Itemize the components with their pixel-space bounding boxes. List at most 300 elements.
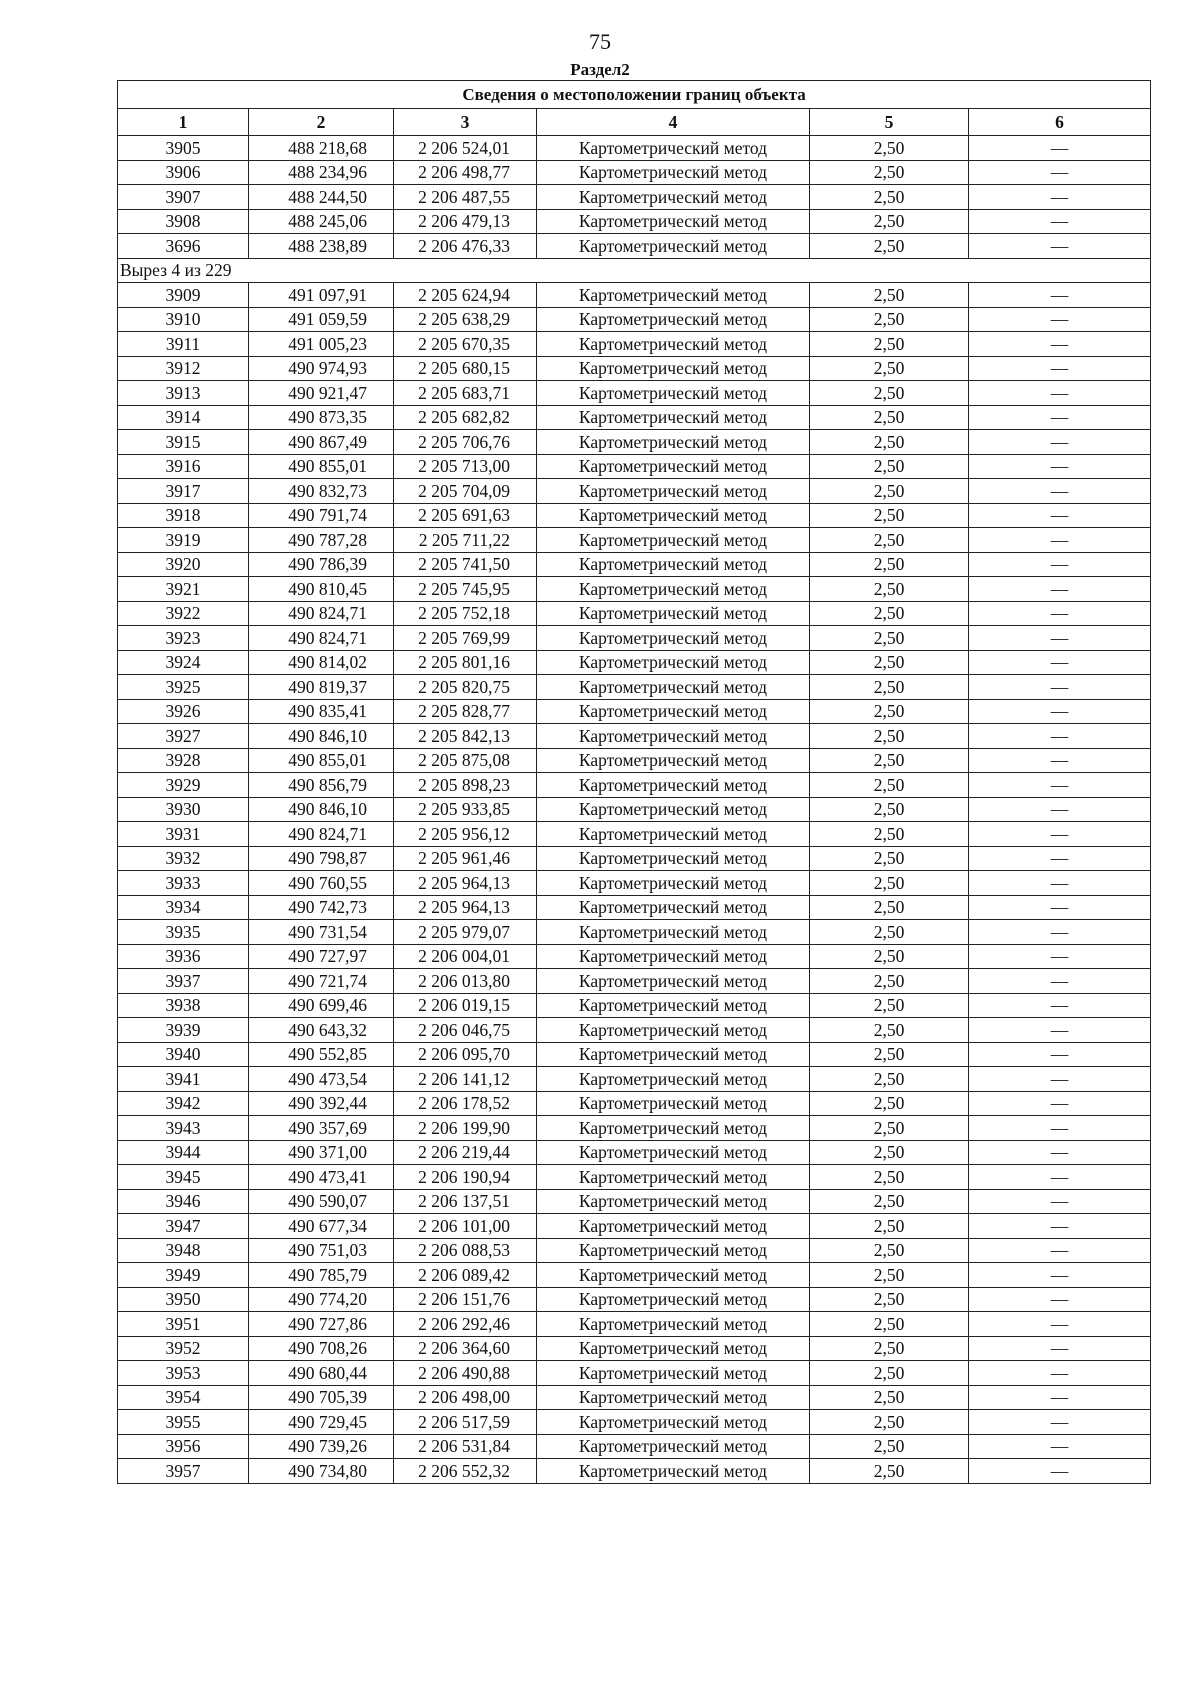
coord-y-cell: 2 206 088,53 bbox=[394, 1238, 537, 1263]
method-cell: Картометрический метод bbox=[537, 1140, 810, 1165]
point-number-cell: 3910 bbox=[118, 307, 249, 332]
table-row bbox=[118, 1140, 1151, 1165]
point-number-cell: 3934 bbox=[118, 895, 249, 920]
point-number-cell: 3912 bbox=[118, 356, 249, 381]
method-cell: Картометрический метод bbox=[537, 1410, 810, 1435]
coord-y-cell: 2 205 875,08 bbox=[394, 748, 537, 773]
description-cell: — bbox=[969, 136, 1151, 161]
description-cell: — bbox=[969, 1116, 1151, 1141]
method-cell: Картометрический метод bbox=[537, 748, 810, 773]
point-number-cell: 3928 bbox=[118, 748, 249, 773]
coord-y-cell: 2 206 498,00 bbox=[394, 1385, 537, 1410]
table-row bbox=[118, 699, 1151, 724]
table-row bbox=[118, 601, 1151, 626]
point-number-cell: 3926 bbox=[118, 699, 249, 724]
method-cell: Картометрический метод bbox=[537, 1042, 810, 1067]
coord-x-cell: 488 218,68 bbox=[249, 136, 394, 161]
accuracy-cell: 2,50 bbox=[810, 234, 969, 259]
description-cell: — bbox=[969, 1067, 1151, 1092]
description-cell: — bbox=[969, 797, 1151, 822]
cut-label-row bbox=[118, 258, 1151, 283]
table-caption: Сведения о местоположении границ объекта bbox=[118, 81, 1151, 109]
table-row bbox=[118, 920, 1151, 945]
point-number-cell: 3925 bbox=[118, 675, 249, 700]
table-row bbox=[118, 1410, 1151, 1435]
point-number-cell: 3931 bbox=[118, 822, 249, 847]
description-cell: — bbox=[969, 601, 1151, 626]
coord-y-cell: 2 205 691,63 bbox=[394, 503, 537, 528]
coord-y-cell: 2 205 745,95 bbox=[394, 577, 537, 602]
accuracy-cell: 2,50 bbox=[810, 626, 969, 651]
coord-x-cell: 490 855,01 bbox=[249, 748, 394, 773]
column-number-4: 4 bbox=[537, 109, 810, 136]
coord-y-cell: 2 205 964,13 bbox=[394, 895, 537, 920]
point-number-cell: 3905 bbox=[118, 136, 249, 161]
table-row bbox=[118, 1189, 1151, 1214]
method-cell: Картометрический метод bbox=[537, 160, 810, 185]
accuracy-cell: 2,50 bbox=[810, 1287, 969, 1312]
coord-y-cell: 2 206 190,94 bbox=[394, 1165, 537, 1190]
table-row bbox=[118, 136, 1151, 161]
table-row bbox=[118, 650, 1151, 675]
point-number-cell: 3906 bbox=[118, 160, 249, 185]
accuracy-cell: 2,50 bbox=[810, 160, 969, 185]
accuracy-cell: 2,50 bbox=[810, 748, 969, 773]
coord-y-cell: 2 205 670,35 bbox=[394, 332, 537, 357]
coord-x-cell: 490 855,01 bbox=[249, 454, 394, 479]
point-number-cell: 3918 bbox=[118, 503, 249, 528]
accuracy-cell: 2,50 bbox=[810, 356, 969, 381]
accuracy-cell: 2,50 bbox=[810, 675, 969, 700]
coord-y-cell: 2 206 151,76 bbox=[394, 1287, 537, 1312]
point-number-cell: 3927 bbox=[118, 724, 249, 749]
table-row bbox=[118, 479, 1151, 504]
coord-y-cell: 2 206 095,70 bbox=[394, 1042, 537, 1067]
table-row bbox=[118, 895, 1151, 920]
point-number-cell: 3944 bbox=[118, 1140, 249, 1165]
table-row bbox=[118, 822, 1151, 847]
description-cell: — bbox=[969, 1410, 1151, 1435]
coord-y-cell: 2 205 956,12 bbox=[394, 822, 537, 847]
coord-x-cell: 490 590,07 bbox=[249, 1189, 394, 1214]
point-number-cell: 3939 bbox=[118, 1018, 249, 1043]
table-row bbox=[118, 1116, 1151, 1141]
description-cell: — bbox=[969, 1091, 1151, 1116]
description-cell: — bbox=[969, 748, 1151, 773]
method-cell: Картометрический метод bbox=[537, 503, 810, 528]
point-number-cell: 3930 bbox=[118, 797, 249, 822]
description-cell: — bbox=[969, 993, 1151, 1018]
description-cell: — bbox=[969, 552, 1151, 577]
coord-x-cell: 490 729,45 bbox=[249, 1410, 394, 1435]
coord-y-cell: 2 206 199,90 bbox=[394, 1116, 537, 1141]
coord-x-cell: 490 751,03 bbox=[249, 1238, 394, 1263]
accuracy-cell: 2,50 bbox=[810, 1091, 969, 1116]
point-number-cell: 3947 bbox=[118, 1214, 249, 1239]
table-row bbox=[118, 626, 1151, 651]
method-cell: Картометрический метод bbox=[537, 601, 810, 626]
accuracy-cell: 2,50 bbox=[810, 136, 969, 161]
accuracy-cell: 2,50 bbox=[810, 1263, 969, 1288]
point-number-cell: 3932 bbox=[118, 846, 249, 871]
coord-x-cell: 490 856,79 bbox=[249, 773, 394, 798]
accuracy-cell: 2,50 bbox=[810, 993, 969, 1018]
method-cell: Картометрический метод bbox=[537, 846, 810, 871]
table-row bbox=[118, 1214, 1151, 1239]
method-cell: Картометрический метод bbox=[537, 1116, 810, 1141]
table-row bbox=[118, 1459, 1151, 1484]
description-cell: — bbox=[969, 871, 1151, 896]
point-number-cell: 3937 bbox=[118, 969, 249, 994]
point-number-cell: 3919 bbox=[118, 528, 249, 553]
description-cell: — bbox=[969, 1336, 1151, 1361]
coord-y-cell: 2 205 752,18 bbox=[394, 601, 537, 626]
table-row bbox=[118, 307, 1151, 332]
method-cell: Картометрический метод bbox=[537, 1165, 810, 1190]
coord-y-cell: 2 205 820,75 bbox=[394, 675, 537, 700]
coord-y-cell: 2 206 517,59 bbox=[394, 1410, 537, 1435]
description-cell: — bbox=[969, 1434, 1151, 1459]
table-row bbox=[118, 430, 1151, 455]
table-row bbox=[118, 1434, 1151, 1459]
point-number-cell: 3953 bbox=[118, 1361, 249, 1386]
accuracy-cell: 2,50 bbox=[810, 479, 969, 504]
coord-y-cell: 2 205 933,85 bbox=[394, 797, 537, 822]
accuracy-cell: 2,50 bbox=[810, 307, 969, 332]
table-row bbox=[118, 1385, 1151, 1410]
coord-y-cell: 2 206 487,55 bbox=[394, 185, 537, 210]
point-number-cell: 3696 bbox=[118, 234, 249, 259]
method-cell: Картометрический метод bbox=[537, 185, 810, 210]
coord-x-cell: 490 473,54 bbox=[249, 1067, 394, 1092]
point-number-cell: 3915 bbox=[118, 430, 249, 455]
coord-x-cell: 490 832,73 bbox=[249, 479, 394, 504]
point-number-cell: 3935 bbox=[118, 920, 249, 945]
table-row bbox=[118, 1165, 1151, 1190]
coord-x-cell: 490 824,71 bbox=[249, 601, 394, 626]
point-number-cell: 3957 bbox=[118, 1459, 249, 1484]
description-cell: — bbox=[969, 1165, 1151, 1190]
description-cell: — bbox=[969, 626, 1151, 651]
point-number-cell: 3952 bbox=[118, 1336, 249, 1361]
accuracy-cell: 2,50 bbox=[810, 1238, 969, 1263]
method-cell: Картометрический метод bbox=[537, 871, 810, 896]
method-cell: Картометрический метод bbox=[537, 797, 810, 822]
method-cell: Картометрический метод bbox=[537, 1287, 810, 1312]
accuracy-cell: 2,50 bbox=[810, 846, 969, 871]
coord-x-cell: 490 739,26 bbox=[249, 1434, 394, 1459]
point-number-cell: 3940 bbox=[118, 1042, 249, 1067]
coord-x-cell: 490 727,86 bbox=[249, 1312, 394, 1337]
accuracy-cell: 2,50 bbox=[810, 1336, 969, 1361]
point-number-cell: 3948 bbox=[118, 1238, 249, 1263]
point-number-cell: 3920 bbox=[118, 552, 249, 577]
accuracy-cell: 2,50 bbox=[810, 1042, 969, 1067]
coord-x-cell: 490 677,34 bbox=[249, 1214, 394, 1239]
coord-x-cell: 490 921,47 bbox=[249, 381, 394, 406]
method-cell: Картометрический метод bbox=[537, 1067, 810, 1092]
method-cell: Картометрический метод bbox=[537, 1336, 810, 1361]
table-row bbox=[118, 528, 1151, 553]
point-number-cell: 3908 bbox=[118, 209, 249, 234]
accuracy-cell: 2,50 bbox=[810, 1116, 969, 1141]
accuracy-cell: 2,50 bbox=[810, 1312, 969, 1337]
method-cell: Картометрический метод bbox=[537, 577, 810, 602]
point-number-cell: 3914 bbox=[118, 405, 249, 430]
coord-x-cell: 490 819,37 bbox=[249, 675, 394, 700]
accuracy-cell: 2,50 bbox=[810, 283, 969, 308]
table-row bbox=[118, 1312, 1151, 1337]
accuracy-cell: 2,50 bbox=[810, 1018, 969, 1043]
description-cell: — bbox=[969, 1263, 1151, 1288]
accuracy-cell: 2,50 bbox=[810, 969, 969, 994]
accuracy-cell: 2,50 bbox=[810, 577, 969, 602]
table-row bbox=[118, 405, 1151, 430]
accuracy-cell: 2,50 bbox=[810, 1189, 969, 1214]
coord-y-cell: 2 206 178,52 bbox=[394, 1091, 537, 1116]
coord-y-cell: 2 206 524,01 bbox=[394, 136, 537, 161]
description-cell: — bbox=[969, 577, 1151, 602]
method-cell: Картометрический метод bbox=[537, 356, 810, 381]
coord-y-cell: 2 205 683,71 bbox=[394, 381, 537, 406]
coord-x-cell: 490 867,49 bbox=[249, 430, 394, 455]
point-number-cell: 3941 bbox=[118, 1067, 249, 1092]
coord-y-cell: 2 206 292,46 bbox=[394, 1312, 537, 1337]
accuracy-cell: 2,50 bbox=[810, 1165, 969, 1190]
table-row bbox=[118, 773, 1151, 798]
table-row bbox=[118, 1287, 1151, 1312]
coord-x-cell: 488 245,06 bbox=[249, 209, 394, 234]
method-cell: Картометрический метод bbox=[537, 1018, 810, 1043]
method-cell: Картометрический метод bbox=[537, 993, 810, 1018]
coord-x-cell: 488 244,50 bbox=[249, 185, 394, 210]
description-cell: — bbox=[969, 1312, 1151, 1337]
description-cell: — bbox=[969, 1189, 1151, 1214]
coord-x-cell: 490 357,69 bbox=[249, 1116, 394, 1141]
coord-x-cell: 491 005,23 bbox=[249, 332, 394, 357]
table-row bbox=[118, 797, 1151, 822]
accuracy-cell: 2,50 bbox=[810, 185, 969, 210]
accuracy-cell: 2,50 bbox=[810, 601, 969, 626]
table-row bbox=[118, 1018, 1151, 1043]
coord-y-cell: 2 206 531,84 bbox=[394, 1434, 537, 1459]
coord-x-cell: 490 835,41 bbox=[249, 699, 394, 724]
table-row bbox=[118, 748, 1151, 773]
point-number-cell: 3945 bbox=[118, 1165, 249, 1190]
coord-x-cell: 490 760,55 bbox=[249, 871, 394, 896]
coord-y-cell: 2 206 046,75 bbox=[394, 1018, 537, 1043]
table-row bbox=[118, 1067, 1151, 1092]
point-number-cell: 3954 bbox=[118, 1385, 249, 1410]
accuracy-cell: 2,50 bbox=[810, 1140, 969, 1165]
accuracy-cell: 2,50 bbox=[810, 1459, 969, 1484]
coord-x-cell: 490 680,44 bbox=[249, 1361, 394, 1386]
point-number-cell: 3917 bbox=[118, 479, 249, 504]
method-cell: Картометрический метод bbox=[537, 724, 810, 749]
coord-x-cell: 490 787,28 bbox=[249, 528, 394, 553]
method-cell: Картометрический метод bbox=[537, 381, 810, 406]
description-cell: — bbox=[969, 185, 1151, 210]
description-cell: — bbox=[969, 454, 1151, 479]
coord-y-cell: 2 205 769,99 bbox=[394, 626, 537, 651]
accuracy-cell: 2,50 bbox=[810, 552, 969, 577]
point-number-cell: 3922 bbox=[118, 601, 249, 626]
coord-y-cell: 2 206 137,51 bbox=[394, 1189, 537, 1214]
method-cell: Картометрический метод bbox=[537, 136, 810, 161]
description-cell: — bbox=[969, 1287, 1151, 1312]
method-cell: Картометрический метод bbox=[537, 234, 810, 259]
method-cell: Картометрический метод bbox=[537, 283, 810, 308]
coord-x-cell: 490 643,32 bbox=[249, 1018, 394, 1043]
method-cell: Картометрический метод bbox=[537, 675, 810, 700]
table-row bbox=[118, 1361, 1151, 1386]
column-number-1: 1 bbox=[118, 109, 249, 136]
description-cell: — bbox=[969, 1459, 1151, 1484]
method-cell: Картометрический метод bbox=[537, 430, 810, 455]
method-cell: Картометрический метод bbox=[537, 454, 810, 479]
coord-y-cell: 2 206 552,32 bbox=[394, 1459, 537, 1484]
table-row bbox=[118, 234, 1151, 259]
section-title: Раздел2 bbox=[570, 60, 630, 79]
table-row bbox=[118, 381, 1151, 406]
description-cell: — bbox=[969, 307, 1151, 332]
table-row bbox=[118, 993, 1151, 1018]
accuracy-cell: 2,50 bbox=[810, 503, 969, 528]
table-row bbox=[118, 332, 1151, 357]
method-cell: Картометрический метод bbox=[537, 528, 810, 553]
point-number-cell: 3907 bbox=[118, 185, 249, 210]
accuracy-cell: 2,50 bbox=[810, 1214, 969, 1239]
description-cell: — bbox=[969, 356, 1151, 381]
coord-x-cell: 490 708,26 bbox=[249, 1336, 394, 1361]
coord-y-cell: 2 206 479,13 bbox=[394, 209, 537, 234]
method-cell: Картометрический метод bbox=[537, 650, 810, 675]
point-number-cell: 3951 bbox=[118, 1312, 249, 1337]
coord-y-cell: 2 206 141,12 bbox=[394, 1067, 537, 1092]
description-cell: — bbox=[969, 650, 1151, 675]
coord-y-cell: 2 205 704,09 bbox=[394, 479, 537, 504]
accuracy-cell: 2,50 bbox=[810, 1361, 969, 1386]
table-row bbox=[118, 846, 1151, 871]
method-cell: Картометрический метод bbox=[537, 1263, 810, 1288]
method-cell: Картометрический метод bbox=[537, 1434, 810, 1459]
coord-y-cell: 2 205 964,13 bbox=[394, 871, 537, 896]
description-cell: — bbox=[969, 895, 1151, 920]
point-number-cell: 3950 bbox=[118, 1287, 249, 1312]
description-cell: — bbox=[969, 1385, 1151, 1410]
point-number-cell: 3933 bbox=[118, 871, 249, 896]
description-cell: — bbox=[969, 479, 1151, 504]
coord-x-cell: 491 097,91 bbox=[249, 283, 394, 308]
accuracy-cell: 2,50 bbox=[810, 1434, 969, 1459]
description-cell: — bbox=[969, 920, 1151, 945]
description-cell: — bbox=[969, 1018, 1151, 1043]
accuracy-cell: 2,50 bbox=[810, 430, 969, 455]
accuracy-cell: 2,50 bbox=[810, 454, 969, 479]
method-cell: Картометрический метод bbox=[537, 699, 810, 724]
description-cell: — bbox=[969, 503, 1151, 528]
description-cell: — bbox=[969, 944, 1151, 969]
point-number-cell: 3943 bbox=[118, 1116, 249, 1141]
description-cell: — bbox=[969, 1214, 1151, 1239]
method-cell: Картометрический метод bbox=[537, 895, 810, 920]
method-cell: Картометрический метод bbox=[537, 626, 810, 651]
coord-y-cell: 2 205 711,22 bbox=[394, 528, 537, 553]
coord-x-cell: 490 371,00 bbox=[249, 1140, 394, 1165]
description-cell: — bbox=[969, 234, 1151, 259]
accuracy-cell: 2,50 bbox=[810, 724, 969, 749]
coord-x-cell: 491 059,59 bbox=[249, 307, 394, 332]
description-cell: — bbox=[969, 724, 1151, 749]
method-cell: Картометрический метод bbox=[537, 1361, 810, 1386]
method-cell: Картометрический метод bbox=[537, 1385, 810, 1410]
method-cell: Картометрический метод bbox=[537, 405, 810, 430]
coord-y-cell: 2 205 828,77 bbox=[394, 699, 537, 724]
coord-y-cell: 2 206 004,01 bbox=[394, 944, 537, 969]
coord-y-cell: 2 205 713,00 bbox=[394, 454, 537, 479]
coord-x-cell: 488 234,96 bbox=[249, 160, 394, 185]
coord-x-cell: 490 742,73 bbox=[249, 895, 394, 920]
description-cell: — bbox=[969, 209, 1151, 234]
coord-y-cell: 2 205 961,46 bbox=[394, 846, 537, 871]
method-cell: Картометрический метод bbox=[537, 332, 810, 357]
coord-x-cell: 490 791,74 bbox=[249, 503, 394, 528]
point-number-cell: 3938 bbox=[118, 993, 249, 1018]
point-number-cell: 3929 bbox=[118, 773, 249, 798]
table-row bbox=[118, 944, 1151, 969]
description-cell: — bbox=[969, 969, 1151, 994]
coord-x-cell: 490 699,46 bbox=[249, 993, 394, 1018]
method-cell: Картометрический метод bbox=[537, 1238, 810, 1263]
method-cell: Картометрический метод bbox=[537, 1312, 810, 1337]
coord-y-cell: 2 206 019,15 bbox=[394, 993, 537, 1018]
method-cell: Картометрический метод bbox=[537, 822, 810, 847]
point-number-cell: 3936 bbox=[118, 944, 249, 969]
method-cell: Картометрический метод bbox=[537, 552, 810, 577]
method-cell: Картометрический метод bbox=[537, 944, 810, 969]
column-number-3: 3 bbox=[394, 109, 537, 136]
point-number-cell: 3956 bbox=[118, 1434, 249, 1459]
description-cell: — bbox=[969, 405, 1151, 430]
coord-x-cell: 490 785,79 bbox=[249, 1263, 394, 1288]
table-row bbox=[118, 503, 1151, 528]
coord-y-cell: 2 206 490,88 bbox=[394, 1361, 537, 1386]
table-row bbox=[118, 1336, 1151, 1361]
point-number-cell: 3923 bbox=[118, 626, 249, 651]
table-row bbox=[118, 283, 1151, 308]
description-cell: — bbox=[969, 283, 1151, 308]
coord-y-cell: 2 206 013,80 bbox=[394, 969, 537, 994]
method-cell: Картометрический метод bbox=[537, 1214, 810, 1239]
coord-x-cell: 490 473,41 bbox=[249, 1165, 394, 1190]
method-cell: Картометрический метод bbox=[537, 920, 810, 945]
coord-x-cell: 490 392,44 bbox=[249, 1091, 394, 1116]
point-number-cell: 3909 bbox=[118, 283, 249, 308]
table-row bbox=[118, 724, 1151, 749]
coord-x-cell: 490 846,10 bbox=[249, 797, 394, 822]
coord-y-cell: 2 205 741,50 bbox=[394, 552, 537, 577]
description-cell: — bbox=[969, 773, 1151, 798]
coord-x-cell: 490 786,39 bbox=[249, 552, 394, 577]
point-number-cell: 3911 bbox=[118, 332, 249, 357]
coord-x-cell: 490 974,93 bbox=[249, 356, 394, 381]
table-row bbox=[118, 1238, 1151, 1263]
description-cell: — bbox=[969, 846, 1151, 871]
table-row bbox=[118, 185, 1151, 210]
description-cell: — bbox=[969, 528, 1151, 553]
description-cell: — bbox=[969, 822, 1151, 847]
boundary-coordinates-table bbox=[117, 80, 1151, 1484]
